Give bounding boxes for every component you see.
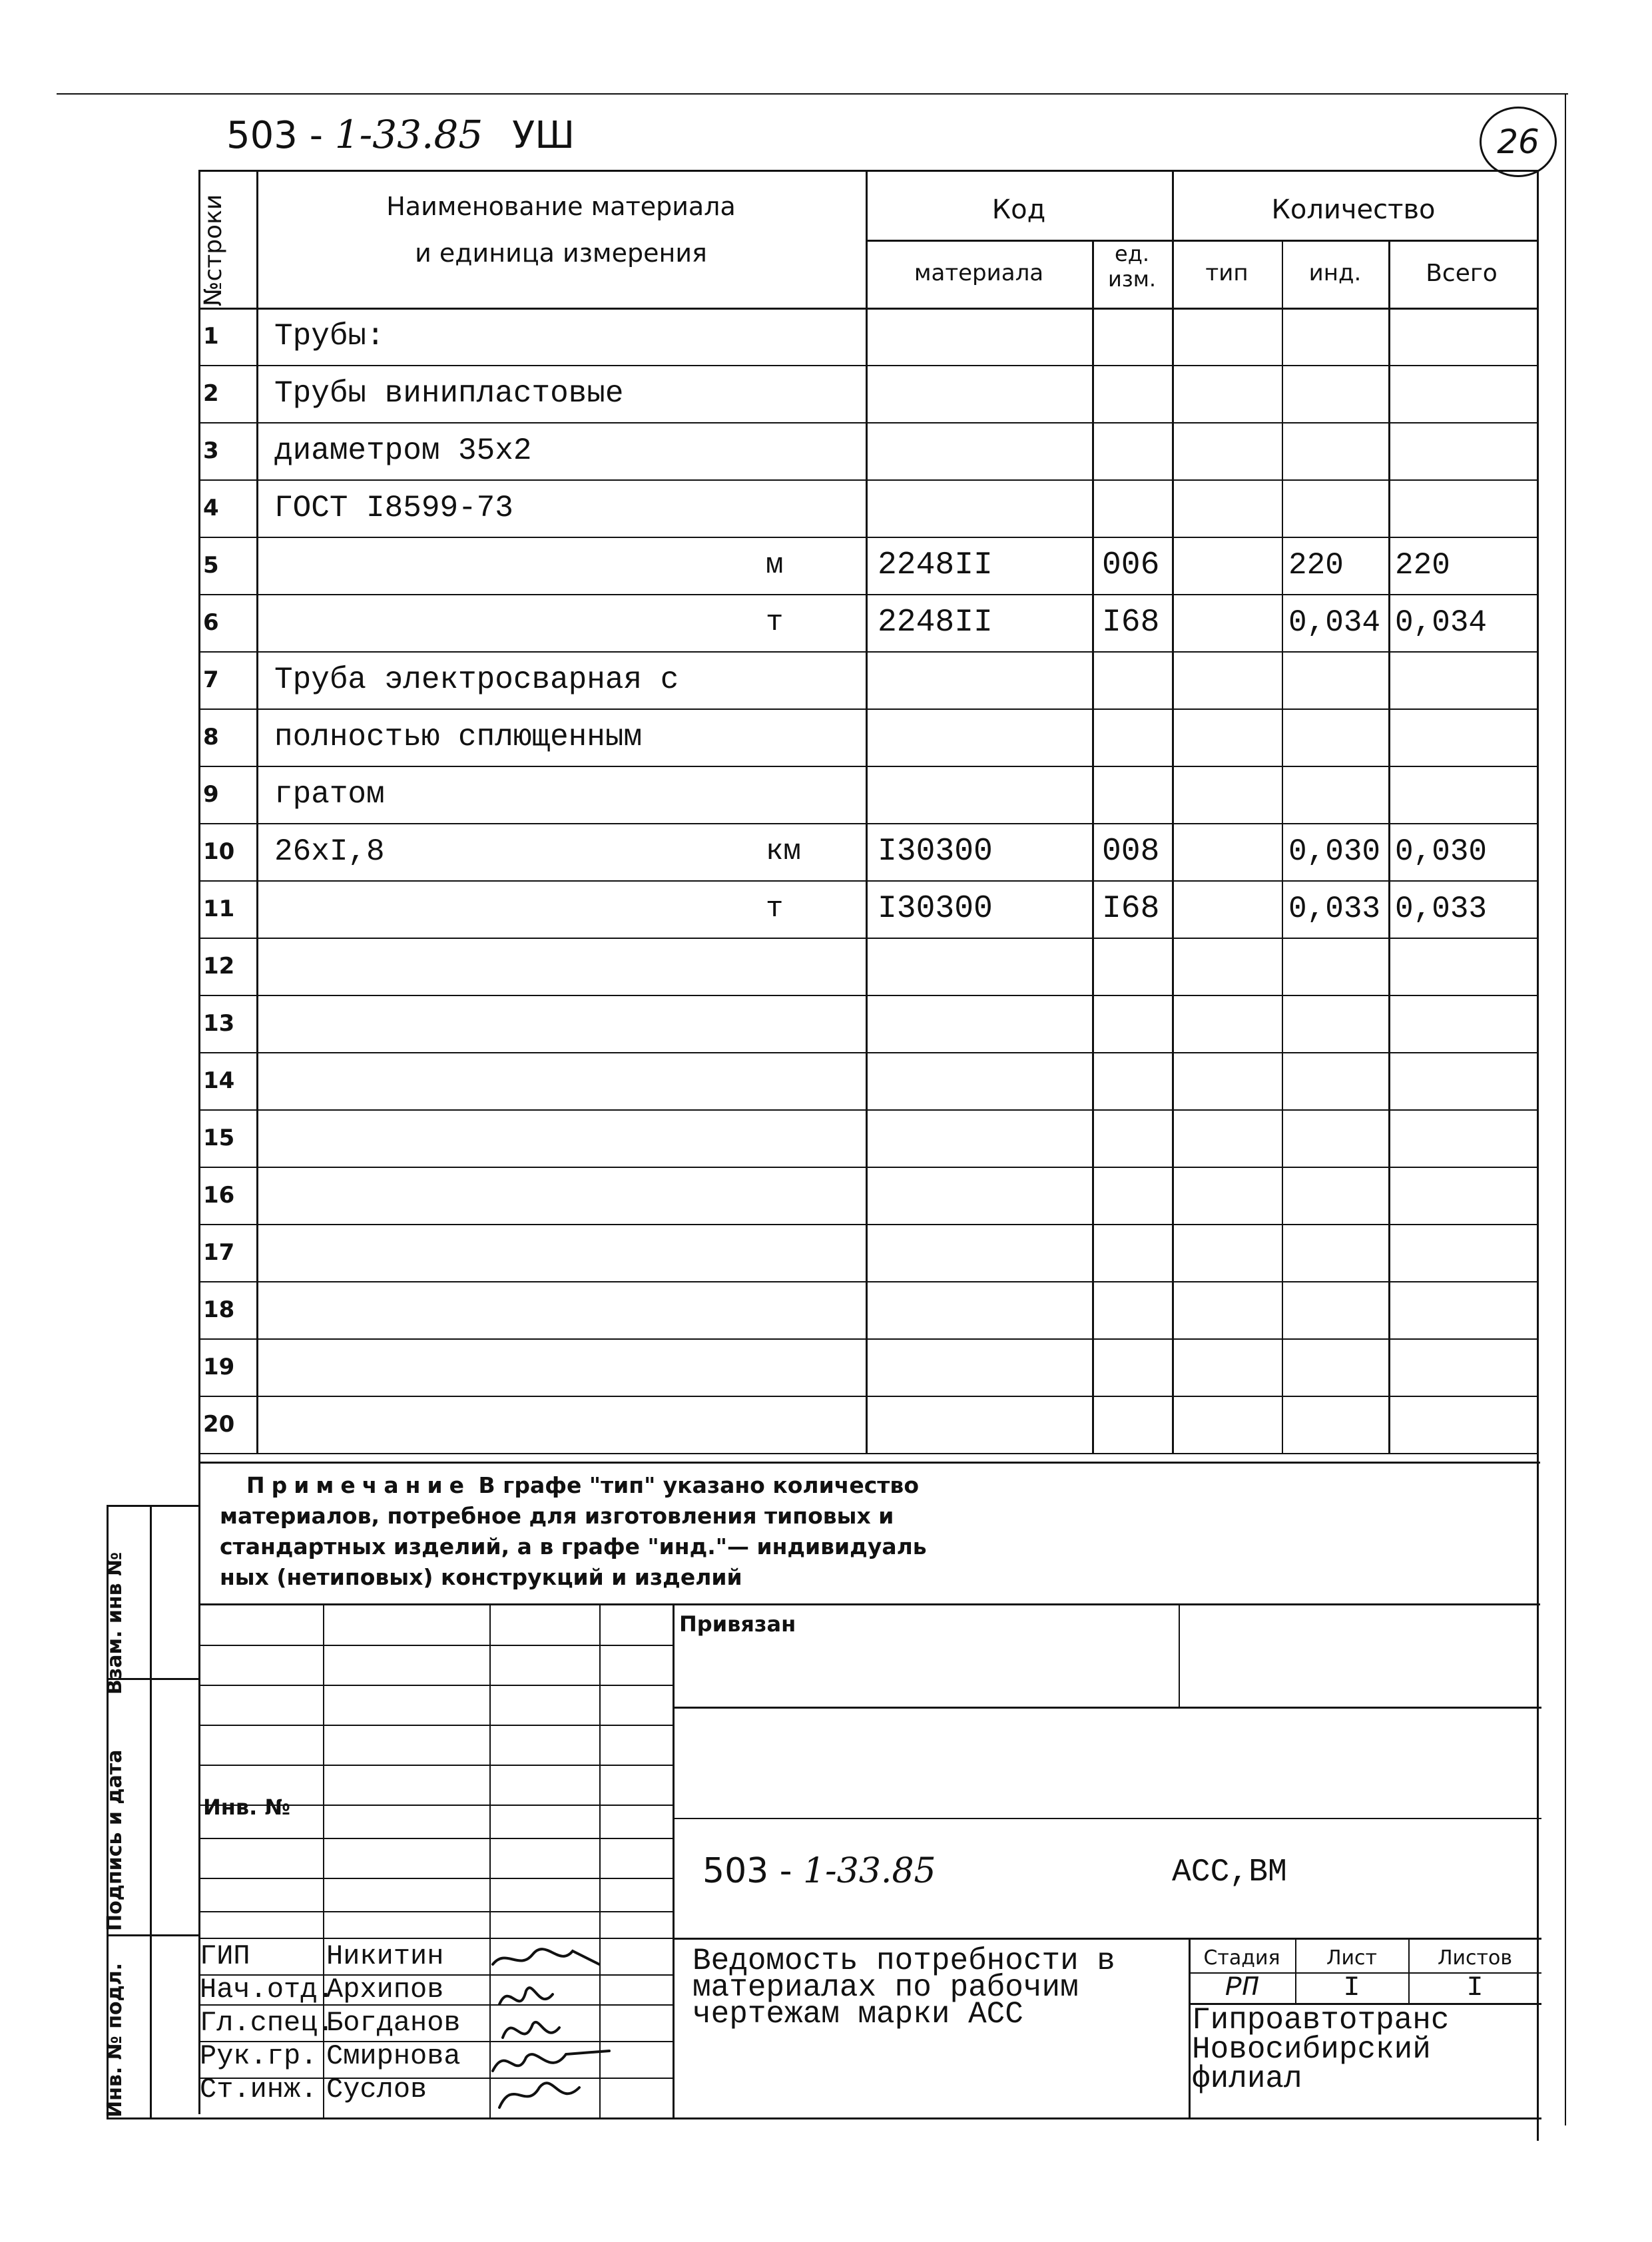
- name-header-line2: и единица измерения: [415, 238, 707, 268]
- qty-ind-header: инд.: [1308, 260, 1362, 286]
- row-unit-code: I68: [1102, 891, 1160, 927]
- row-qty-type: [1175, 823, 1278, 880]
- row-unit: [766, 1396, 852, 1453]
- sheets-label: Листов: [1437, 1946, 1513, 1970]
- row-number: 9: [203, 781, 219, 808]
- header-sub-divider: [866, 240, 1537, 242]
- stage-value: РП: [1225, 1972, 1259, 2004]
- top-border-line: [57, 93, 1568, 95]
- stamp-row: [198, 1725, 673, 1726]
- row-name: гратом: [274, 777, 385, 812]
- row-qty-ind: 0,033: [1288, 892, 1381, 926]
- row-qty-type: [1175, 1281, 1278, 1338]
- row-qty-type: [1175, 422, 1278, 479]
- row-qty-total: [1395, 479, 1535, 537]
- row-unit: [766, 1338, 852, 1396]
- row-unit: т: [766, 606, 784, 639]
- row-name: [274, 1052, 780, 1109]
- row-qty-total: [1395, 1052, 1535, 1109]
- row-unit-code: [1102, 422, 1172, 479]
- row-material-code: [878, 308, 1091, 365]
- row-unit: [766, 365, 852, 422]
- code-unit-header: [1092, 241, 1172, 292]
- row-material-code: [878, 422, 1091, 479]
- row-qty-total: [1395, 1338, 1535, 1396]
- row-unit: км: [766, 835, 801, 868]
- row-qty-ind: [1288, 308, 1388, 365]
- doc-mark: АСС,ВМ: [1172, 1854, 1287, 1890]
- row-material-code: [878, 1396, 1091, 1453]
- qty-group-header: Количество: [1271, 194, 1436, 225]
- title-top: [673, 1938, 1541, 1940]
- row-number: 5: [203, 552, 219, 579]
- table-left-border: [198, 170, 200, 2114]
- row-unit: [766, 708, 852, 766]
- stamp-bottom-border: [107, 2117, 1541, 2119]
- row-qty-total: [1395, 708, 1535, 766]
- row-material-code: [878, 651, 1091, 708]
- row-number: 20: [203, 1411, 235, 1438]
- row-unit: [766, 995, 852, 1052]
- org-line2: Новосибирский: [1192, 2032, 1431, 2067]
- row-qty-total: [1395, 1281, 1535, 1338]
- row-unit-code: [1102, 1052, 1172, 1109]
- row-unit-code: [1102, 479, 1172, 537]
- table-top-border: [198, 170, 1537, 172]
- row-unit-code: I68: [1102, 605, 1160, 641]
- row-qty-ind: [1288, 1109, 1388, 1167]
- sheet-title-line1: Ведомость потребности в: [692, 1944, 1115, 1978]
- privyazan-bottom: [673, 1707, 1541, 1709]
- row-name: полностью сплющенным: [274, 720, 643, 754]
- row-unit-code: [1102, 1167, 1172, 1224]
- row-qty-ind: [1288, 479, 1388, 537]
- row-name: диаметром 35х2: [274, 433, 532, 468]
- row-unit-code: [1102, 766, 1172, 823]
- row-divider: [198, 1453, 1537, 1454]
- row-name: [274, 995, 780, 1052]
- row-material-code: 2248II: [878, 547, 993, 583]
- header-code-hand: 1-33.85: [334, 112, 483, 157]
- row-qty-ind: [1288, 995, 1388, 1052]
- note-top-border: [198, 1462, 1540, 1464]
- row-unit: [766, 308, 852, 365]
- row-qty-total: 0,034: [1395, 605, 1488, 640]
- row-number: 17: [203, 1239, 235, 1266]
- row-unit-code: [1102, 308, 1172, 365]
- row-unit: [766, 1109, 852, 1167]
- code-unit-header-2: изм.: [1107, 266, 1157, 292]
- row-num-header-text: №строки: [200, 194, 227, 306]
- row-unit-code: [1102, 1109, 1172, 1167]
- row-qty-total: [1395, 308, 1535, 365]
- note-line1: В графе "тип" указано количество: [478, 1472, 919, 1498]
- col-divider: [1388, 240, 1390, 1453]
- signer-role: Ст.инж.: [200, 2074, 318, 2105]
- doc-code: 503 - 1-33.85: [702, 1851, 936, 1891]
- row-qty-type: [1175, 308, 1278, 365]
- code-group-header: Код: [991, 194, 1046, 225]
- note-line4: ных (нетиповых) конструкций и изделий: [220, 1564, 742, 1590]
- right-margin-line: [1565, 95, 1566, 2125]
- row-qty-ind: [1288, 1224, 1388, 1281]
- row-qty-total: [1395, 1224, 1535, 1281]
- stamp-row: [198, 1765, 673, 1766]
- row-qty-total: 220: [1395, 548, 1450, 583]
- row-qty-total: [1395, 365, 1535, 422]
- row-qty-type: [1175, 479, 1278, 537]
- row-material-code: [878, 365, 1091, 422]
- row-qty-type: [1175, 766, 1278, 823]
- doc-code-top: [673, 1818, 1541, 1819]
- row-name: [274, 1224, 780, 1281]
- row-number: 2: [203, 380, 219, 407]
- row-number: 6: [203, 609, 219, 636]
- name-header-line1: Наименование материала: [386, 192, 736, 221]
- row-unit: [766, 651, 852, 708]
- signer-name: Архипов: [326, 1974, 444, 2006]
- signature-bogdanov: [503, 2022, 559, 2038]
- side-frame-inner: [150, 1505, 152, 2117]
- row-number: 8: [203, 724, 219, 750]
- row-unit: м: [766, 549, 784, 582]
- row-unit-code: [1102, 1396, 1172, 1453]
- header-suffix: УШ: [512, 114, 575, 157]
- row-name: [274, 1109, 780, 1167]
- row-unit: [766, 766, 852, 823]
- side-frame-top: [107, 1505, 200, 1507]
- col-divider: [866, 170, 868, 1453]
- col-divider: [256, 170, 258, 1453]
- row-qty-ind: [1288, 422, 1388, 479]
- row-material-code: [878, 708, 1091, 766]
- row-number: 10: [203, 838, 235, 865]
- stamp-row: [198, 1685, 673, 1686]
- side-frame-divider: [107, 1934, 200, 1936]
- inv-no-label: Инв. №: [203, 1795, 290, 1820]
- row-unit: [766, 1224, 852, 1281]
- row-unit-code: 006: [1102, 547, 1160, 583]
- row-number: 14: [203, 1067, 235, 1094]
- row-material-code: [878, 1052, 1091, 1109]
- note-block: [220, 1470, 927, 1593]
- row-material-code: [878, 479, 1091, 537]
- row-number: 13: [203, 1010, 235, 1037]
- note-line3: стандартных изделий, а в графе "инд."— индивидуаль: [220, 1534, 927, 1559]
- row-unit-code: [1102, 1224, 1172, 1281]
- sheet-label: Лист: [1326, 1946, 1378, 1970]
- row-number: 18: [203, 1296, 235, 1323]
- org-name: [1192, 2003, 1450, 2096]
- row-unit-code: [1102, 1338, 1172, 1396]
- sheet-value: I: [1343, 1972, 1360, 2004]
- stamp-row: [198, 1645, 673, 1646]
- row-qty-type: [1175, 938, 1278, 995]
- signer-role: Нач.отд.: [200, 1974, 334, 2006]
- row-qty-total: [1395, 422, 1535, 479]
- row-name: [274, 938, 780, 995]
- row-qty-type: [1175, 365, 1278, 422]
- row-unit-code: [1102, 708, 1172, 766]
- row-material-code: [878, 995, 1091, 1052]
- row-qty-total: 0,033: [1395, 892, 1488, 926]
- col-divider: [1282, 240, 1283, 1453]
- row-qty-ind: [1288, 1396, 1388, 1453]
- row-material-code: I30300: [878, 891, 993, 927]
- row-qty-ind: [1288, 1167, 1388, 1224]
- qty-type-header: тип: [1205, 260, 1248, 286]
- row-qty-type: [1175, 1224, 1278, 1281]
- stamp-top-border: [198, 1603, 1540, 1605]
- sheet-title: [692, 1944, 1115, 2032]
- code-unit-header-1: ед.: [1115, 241, 1149, 266]
- row-name: Труба электросварная с: [274, 663, 679, 697]
- row-material-code: [878, 1109, 1091, 1167]
- row-qty-type: [1175, 594, 1278, 651]
- row-qty-total: [1395, 1167, 1535, 1224]
- row-qty-type: [1175, 537, 1278, 594]
- row-number: 7: [203, 667, 219, 693]
- row-number: 3: [203, 437, 219, 464]
- stamp-row: [198, 1878, 673, 1879]
- stage-label: Стадия: [1203, 1946, 1280, 1970]
- signer-name: Смирнова: [326, 2040, 461, 2072]
- row-qty-total: [1395, 938, 1535, 995]
- row-material-code: [878, 938, 1091, 995]
- row-name: [274, 1396, 780, 1453]
- row-qty-ind: [1288, 708, 1388, 766]
- row-qty-total: [1395, 766, 1535, 823]
- row-qty-type: [1175, 1109, 1278, 1167]
- org-line1: Гипроавтотранс: [1192, 2003, 1450, 2038]
- row-qty-type: [1175, 1052, 1278, 1109]
- row-name: [274, 537, 780, 594]
- row-number: 1: [203, 323, 219, 350]
- row-name: [274, 880, 780, 938]
- row-name: Трубы винипластовые: [274, 376, 624, 411]
- signature-suslov: [499, 2083, 579, 2107]
- row-unit-code: [1102, 995, 1172, 1052]
- row-material-code: [878, 1281, 1091, 1338]
- row-qty-type: [1175, 880, 1278, 938]
- row-qty-total: 0,030: [1395, 834, 1488, 869]
- signer-name: Никитин: [326, 1940, 444, 1972]
- col-divider: [1172, 170, 1174, 1453]
- side-label-vzam-text: Взам. инв №: [103, 1551, 127, 1695]
- stamp-row: [198, 1838, 673, 1839]
- row-number: 11: [203, 896, 235, 922]
- row-qty-type: [1175, 1167, 1278, 1224]
- row-qty-ind: 0,034: [1288, 605, 1381, 640]
- header-code-prefix: 503: [226, 114, 298, 157]
- privyazan-divider: [1179, 1603, 1180, 1707]
- stamp-row: [198, 1911, 673, 1912]
- row-material-code: [878, 766, 1091, 823]
- row-name: ГОСТ I8599-73: [274, 491, 513, 525]
- signature-arkhipov: [499, 1988, 553, 2004]
- col-divider: [1092, 240, 1094, 1453]
- row-qty-ind: [1288, 1338, 1388, 1396]
- row-number: 16: [203, 1182, 235, 1209]
- signer-role: ГИП: [200, 1940, 250, 1972]
- row-material-code: 2248II: [878, 605, 993, 641]
- row-material-code: [878, 1338, 1091, 1396]
- row-qty-ind: [1288, 365, 1388, 422]
- signer-role: Гл.спец.: [200, 2007, 334, 2039]
- row-qty-total: [1395, 1109, 1535, 1167]
- signer-role: Рук.гр.: [200, 2040, 318, 2072]
- row-unit: [766, 1052, 852, 1109]
- row-name: [274, 1338, 780, 1396]
- row-material-code: I30300: [878, 834, 993, 870]
- row-material-code: [878, 1224, 1091, 1281]
- row-qty-type: [1175, 708, 1278, 766]
- doc-code-prefix: 503: [702, 1851, 769, 1891]
- doc-code-hand: 1-33.85: [803, 1851, 936, 1891]
- row-qty-type: [1175, 1338, 1278, 1396]
- row-qty-ind: [1288, 938, 1388, 995]
- signer-name: Богданов: [326, 2007, 461, 2039]
- row-unit-code: [1102, 1281, 1172, 1338]
- sheets-value: I: [1466, 1972, 1484, 2004]
- signer-name: Суслов: [326, 2074, 427, 2105]
- signature-nikitin: [493, 1949, 599, 1964]
- sheet-title-line2: материалах по рабочим: [692, 1970, 1079, 2005]
- row-qty-type: [1175, 995, 1278, 1052]
- row-unit-code: [1102, 651, 1172, 708]
- row-unit: [766, 479, 852, 537]
- row-unit: т: [766, 892, 784, 926]
- row-material-code: [878, 1167, 1091, 1224]
- row-qty-ind: [1288, 1052, 1388, 1109]
- side-label-inv-podl-text: Инв. № подл.: [103, 1962, 127, 2117]
- row-qty-ind: [1288, 651, 1388, 708]
- signature-smirnova: [493, 2051, 609, 2071]
- qty-total-header: Всего: [1426, 259, 1498, 287]
- row-name: [274, 594, 780, 651]
- row-qty-ind: [1288, 766, 1388, 823]
- row-qty-total: [1395, 1396, 1535, 1453]
- row-qty-ind: 220: [1288, 548, 1344, 583]
- note-label: Примечание: [246, 1472, 471, 1498]
- row-name: Трубы:: [274, 319, 385, 354]
- row-number: 15: [203, 1125, 235, 1151]
- row-unit: [766, 1281, 852, 1338]
- row-unit-code: 008: [1102, 834, 1160, 870]
- side-label-podpis-text: Подпись и дата: [103, 1749, 127, 1931]
- row-number: 12: [203, 953, 235, 980]
- code-material-header: материала: [914, 260, 1044, 286]
- row-number: 4: [203, 495, 219, 521]
- org-line3: филиал: [1192, 2062, 1302, 2096]
- row-qty-type: [1175, 651, 1278, 708]
- table-right-border: [1537, 170, 1539, 2141]
- stamp-col-main: [673, 1603, 675, 2117]
- note-line2: материалов, потребное для изготовления типовых и: [220, 1503, 894, 1529]
- row-qty-total: [1395, 651, 1535, 708]
- row-name: [274, 1167, 780, 1224]
- row-unit: [766, 422, 852, 479]
- row-unit: [766, 1167, 852, 1224]
- sheet-title-line3: чертежам марки АСС: [692, 1997, 1023, 2032]
- row-unit-code: [1102, 938, 1172, 995]
- row-name: 26хI,8: [274, 834, 385, 869]
- signature-marks: [486, 1944, 613, 2117]
- row-qty-ind: [1288, 1281, 1388, 1338]
- row-qty-ind: 0,030: [1288, 834, 1381, 869]
- row-qty-total: [1395, 995, 1535, 1052]
- row-qty-type: [1175, 1396, 1278, 1453]
- row-unit: [766, 938, 852, 995]
- page-number: 26: [1480, 107, 1557, 177]
- row-name: [274, 1281, 780, 1338]
- header-code: 503 - 1-33.85 УШ: [226, 112, 575, 157]
- row-unit-code: [1102, 365, 1172, 422]
- privyazan-label: Привязан: [679, 1611, 796, 1637]
- row-number: 19: [203, 1354, 235, 1380]
